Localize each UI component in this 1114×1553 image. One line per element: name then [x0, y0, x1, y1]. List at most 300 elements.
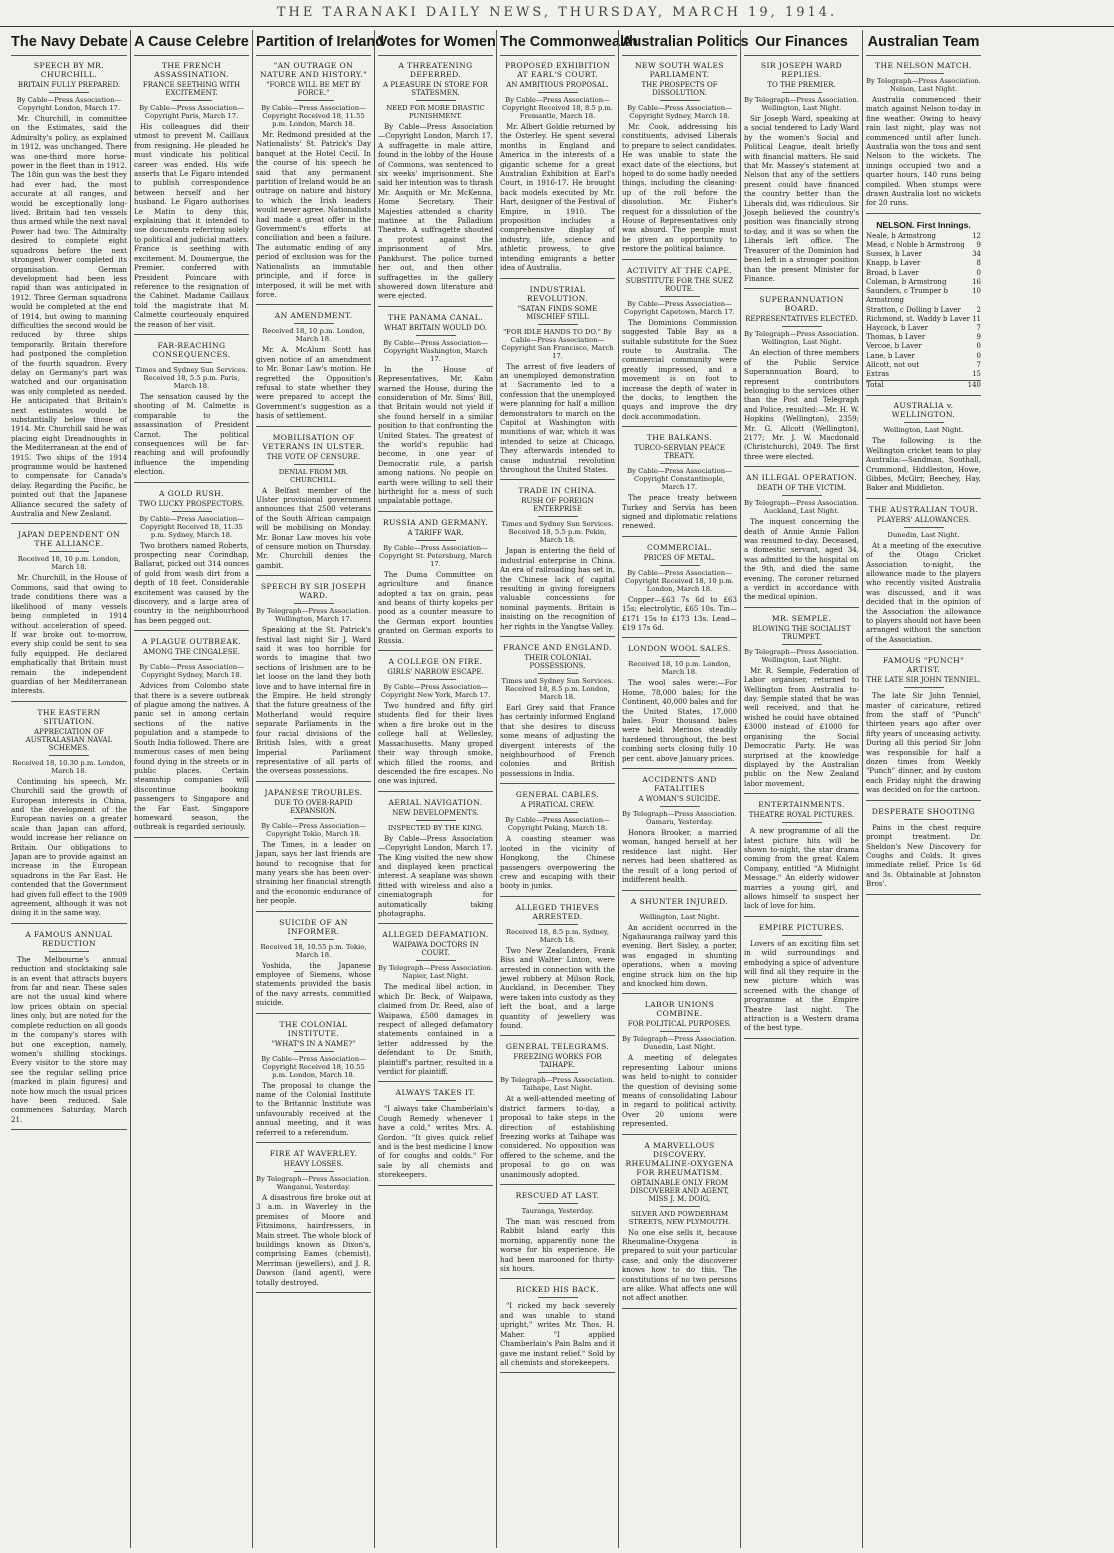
divider — [782, 92, 822, 93]
article — [622, 775, 737, 890]
article — [11, 61, 127, 524]
article-rule — [866, 395, 981, 396]
column-heading: Australian Politics — [622, 30, 737, 56]
article-subtitle: PRICES OF METAL. — [643, 553, 716, 562]
article-rule — [378, 511, 493, 512]
article-title: SPEECH BY MR. CHURCHILL. — [33, 61, 105, 79]
article — [256, 61, 371, 305]
batsman-name: Haycock, b Laver — [866, 323, 928, 332]
article-body: Advices from Colombo state that there is a severe outbreak of plague among the natives. A panic set in among certain sections of the native population and a stampede to South India followed. There are numerous cases of men being found dying in the streets or in public places. Certain steamship companies will discontinue booking passengers to Singapore and the Far East. Singapore homeward season, the outbreak is regarded seriously. — [134, 681, 249, 832]
article-dateline: By Cable—Press Association—Copyright Sydney, March 18. — [627, 104, 732, 120]
column-heading: Partition of Ireland — [256, 30, 371, 56]
article-rule — [11, 523, 127, 524]
divider — [294, 323, 334, 324]
column — [252, 30, 385, 1548]
article-rule — [11, 1129, 127, 1130]
article-subtitle: THE PROSPECTS OF DISSOLUTION. — [641, 81, 718, 97]
article-body: Mr. Redmond presided at the Nationalists' St. Patrick's Day banquet at the Hotel Cecil. In the course of his speech he said that any permanent partition of Ireland would be an outrage on nature and history to which the Irish leaders would never agree. Nationalists had made a great offer in the Government's efforts at conciliation and been a failure. The automatic ending of any period of exclusion was for the Nationalists an immutable principle, and if force is interposed, it will be met with force. — [256, 130, 371, 299]
article-rule — [866, 498, 981, 499]
article-body: A disastrous fire broke out at 3 a.m. in Waverley in the premises of Moore and Fitzsimons, hairdressers, in Main street. The whole block of buildings known as Dixon's, comprising Eames (chemist), Merriman (jewellers), and J. R. Dawson (land agent), were totally destroyed. — [256, 1193, 371, 1287]
article-rule — [622, 1308, 737, 1309]
article — [500, 1191, 615, 1279]
article-body: The peace treaty between Turkey and Servia has been signed and diplomatic relations renewed. — [622, 493, 737, 531]
article-dateline: By Telegraph—Press Association. Taihape, Last Night. — [500, 1076, 615, 1093]
article-title: GENERAL CABLES. — [515, 790, 600, 800]
article-dateline: By Cable—Press Association—Copyright Peking, March 18. — [505, 816, 610, 833]
article — [11, 530, 127, 701]
article-dateline: By Telegraph—Press Association. Wellington, March 17. — [256, 607, 371, 624]
article-rule — [378, 306, 493, 307]
article-subtitle: APPRECIATION OF AUSTRALASIAN NAVAL SCHEMES. — [25, 727, 113, 752]
article-body: Yoshida, the Japanese employee of Siemens, whose statements provided the basis of the navy arrests, committed suicide. — [256, 960, 371, 1008]
article — [622, 266, 737, 427]
batsman-name: Vercoe, b Laver — [866, 342, 922, 351]
article-dateline: Wellington, Last Night. — [639, 912, 720, 921]
divider — [660, 656, 700, 657]
column-heading: Votes for Women — [378, 30, 493, 56]
divider — [904, 819, 944, 820]
article — [378, 1088, 493, 1185]
article-rule — [256, 781, 371, 782]
article-dateline: By Cable—Press Association—Copyright St. Petersburg, March 17. — [378, 543, 493, 568]
article-rule — [622, 637, 737, 638]
article-body: The Times, in a leader on Japan, says her last friends are bound to recognise that for many years she has been over-straining her financial strength and the economic endurance of her people. — [256, 839, 371, 906]
article-body: By Cable—Press Association—Copyright London, March 17. The King visited the new show and displayed keen practical interest. A seaplane was shown fitted with wireless and also a cinematograph for automatically taking photographs. — [378, 833, 493, 918]
article-rule — [744, 288, 859, 289]
article-rule — [256, 911, 371, 912]
article-dateline: By Cable—Press Association—Copyright Paris, March 17. — [139, 104, 244, 120]
article-dateline: By Cable—Press Association—Copyright Received 18, 11.35 p.m. Sydney, March 18. — [139, 514, 244, 539]
article — [378, 313, 493, 512]
batsman-name: Broad, b Laver — [866, 268, 919, 277]
divider — [172, 362, 212, 363]
batsman-runs: 0 — [976, 268, 981, 277]
article-title: THE AUSTRALIAN TOUR. — [868, 504, 979, 514]
divider — [782, 495, 822, 496]
article-dateline: By Cable—Press Association—Copyright Received 18, 8.5 p.m. Fremantle, March 18. — [501, 96, 614, 120]
article-rule — [622, 768, 737, 769]
divider — [660, 100, 700, 101]
article-title: A MARVELLOUS DISCOVERY. RHEUMALINE-OXYGENA FOR RHEUMATISM. — [625, 1140, 734, 1177]
article — [378, 657, 493, 792]
article-rule — [500, 278, 615, 279]
scorecard-row — [866, 232, 981, 241]
article-rule — [500, 1278, 615, 1279]
scorecard-row — [866, 370, 981, 379]
divider — [782, 935, 822, 936]
article-body: At a meeting of the executive of the Otago Cricket Association to-night, the allowance made to the players who recently visited Australia was discussed, and it was decided that in the opinion of the Association the allowance to players should not have been arranged without the sanction of the Association. — [866, 540, 981, 644]
divider — [904, 422, 944, 423]
article — [134, 637, 249, 838]
article-rule — [256, 304, 371, 305]
article-title: A GOLD RUSH. — [159, 488, 224, 498]
article-subtitle: A PIRATICAL CREW. — [520, 801, 595, 810]
article-body: At a well-attended meeting of district farmers to-day, a proposal to take steps in the direction of establishing freezing works at Taihape was considered. No opposition was offered to the scheme, and the proposal to go on was unanimously adopted. — [500, 1094, 615, 1179]
scorecard-row — [866, 333, 981, 342]
article-body: Honora Brooker, a married woman, hanged herself at her residence last night. Her nerves had been shattered as the result of a long period of indifferent health. — [622, 828, 737, 885]
article-dateline: By Cable—Press Association—Copyright New York, March 17. — [380, 683, 491, 700]
article — [744, 923, 859, 1039]
batsman-name: Extras — [866, 369, 889, 378]
divider — [538, 324, 578, 325]
article-body: His colleagues did their utmost to prevent M. Caillaux from resigning. He pleaded he must vindicate his political career was ended. His wife asserts that Le Figaro intended to publish correspondence between herself and her husband. Le Figaro authorises Le Matin to deny this, explaining that it intended to use documents referring solely to political and judicial matters. France is seething with excitement. M. Doumergue, the Premier, conferred with President Poincare with reference to the resignation of the Cabinet. Madame Caillaux told the magistrate that M. Calmette courteously enquired the reason of her visit. — [134, 122, 249, 329]
column — [618, 30, 749, 1548]
article-title: DESPERATE SHOOTING — [871, 806, 976, 816]
batsman-runs: 0 — [976, 342, 981, 351]
article-rule — [378, 923, 493, 924]
article-dateline: Times and Sydney Sun Services. Received 18, 8.5 p.m. London, March 18. — [501, 677, 614, 702]
article-body: The wool sales were:—For Home, 78,000 bales; for the Continent, 40,000 bales and for the United States, 17,000 bales. Four thousand bales were held. Merinos steadily hardened throughout, the best combing sorts closing fully 10 per cent. above January prices. — [622, 678, 737, 763]
divider — [416, 820, 456, 821]
article-rule — [500, 1184, 615, 1185]
batsman-runs: 9 — [976, 241, 981, 250]
article-rule — [378, 1185, 493, 1186]
article-rule — [744, 466, 859, 467]
column-heading: Australian Team — [866, 30, 981, 56]
batsman-runs: 2 — [976, 305, 981, 314]
article-subtitle: DUE TO OVER-RAPID EXPANSION. — [274, 798, 353, 815]
divider — [172, 511, 212, 512]
article-body: The following is the Wellington cricket team to play Australia:—Sandman, Southall, Crummond, Hiddleston, Howe, Gibbes, McGirr, Beechey, Hay, Baker and Middleton. — [866, 436, 981, 493]
newspaper-columns — [8, 30, 1106, 1548]
article-dateline: By Telegraph—Press Association. Napier, Last Night. — [378, 964, 493, 981]
article-body: Mr. Churchill, in committee on the Estimates, said the Admiralty's policy, as explained in 1912, was unchanged. There was one-third more horse-power in the fleet than in 1912. The 18in gun was the best they had ever had, the most accurate at all ranges, and would be exceptionally long-lived. Britain had ten vessels thus armed while the next naval Power had two. The Admiralty desired to complete eight squadrons before the next strongest Power completed its organisation. German development had been less rapid than was anticipated in 1912. Three German squadrons would be completed at the end of 1914, but owing to manning difficulties the second would be reduced by three ships temporarily. Britain therefore had postponed the completion of the fourth squadron. Every delay on Germany's part was watched and our organisation was only completed as needed. He anticipated that Britain's next estimates would be substantially below those of 1914. Mr. Churchill said he was placing eight Dreadnoughts in the Mediterranean at the end of 1915. Two ships of the 1914 programme would be hastened to compensate for Canada's delay. Regarding the Pacific, he pointed out that the Japanese Alliance secured the safety of Australia and New Zealand. — [11, 114, 127, 519]
article-dateline: By Cable—Press Association—Copyright Tokio, March 18. — [261, 821, 366, 838]
article — [744, 61, 859, 289]
article-subtitle: BLOWING THE SOCIALIST TRUMPET. — [752, 624, 851, 641]
article-title: PROPOSED EXHIBITION AT EARL'S COURT. — [504, 61, 611, 79]
article-rule — [256, 426, 371, 427]
divider — [538, 1297, 578, 1298]
article-dateline: By Telegraph—Press Association. Wellington, Last Night. — [744, 330, 859, 347]
article-subtitle: BRITAIN FULLY PREPARED. — [17, 81, 121, 89]
article-body: In the House of Representatives, Mr. Kahn warned the House, during the consideration of Mr. Sims' Bill, that Britain would not yield if she found herself in a similar position to that confronting the United States. The greatest of the world's republic had become, in one year of Democratic rule, a parish among nations. No people on earth were willing to sell their birthright for a mess of such unpalatable pottage. — [378, 364, 493, 506]
batsman-runs: 7 — [976, 360, 981, 369]
article-rule — [500, 479, 615, 480]
article — [744, 473, 859, 608]
article-rule — [256, 1142, 371, 1143]
article-body: The arrest of five leaders of an unemployed demonstration at Sacramento led to a confession that the unemployed were planning for half a million demonstrators to march on the Capitol at Washington with munitions of war, which it was intended to seize at Chicago. They afterwards intended to cause industrial revolution throughout the United States. — [500, 361, 615, 474]
divider — [660, 296, 700, 297]
article — [378, 61, 493, 307]
article-title: ACTIVITY AT THE CAPE. — [626, 265, 733, 275]
article-body: Two brothers named Roberts, prospecting near Corindhap, Ballarat, picked out 314 ounces of gold from wash dirt from a depth of 18 feet. Considerable excitement was caused by the discovery, and a large area of country in the neighbourhood has been pegged out. — [134, 540, 249, 625]
divider — [782, 822, 822, 823]
batsman-runs: 10 — [972, 287, 981, 296]
article — [256, 433, 371, 577]
total-label: Total — [866, 381, 884, 390]
article-subtitle: WAIPAWA DOCTORS IN COURT. — [392, 941, 479, 958]
divider — [294, 1171, 334, 1172]
column — [130, 30, 252, 1548]
article-rule — [500, 1372, 615, 1373]
article-dateline: By Cable—Press Association—Copyright London, March 17. — [16, 96, 122, 112]
total-runs: 140 — [967, 381, 981, 390]
batsman-runs: 9 — [976, 333, 981, 342]
column — [374, 30, 496, 1548]
article — [622, 543, 737, 639]
article — [378, 798, 493, 925]
article-title: THE PANAMA CANAL. — [387, 312, 484, 322]
article-dateline: By Cable—Press Association—Copyright Washington, March 17. — [383, 338, 488, 363]
article — [866, 807, 981, 895]
article-title: EMPIRE PICTURES. — [758, 922, 845, 932]
article-body: Mr. Churchill, in the House of Commons, said that owing to trade conditions there was a likelihood of many vessels being completed in 1914 without acceleration of speed. If war broke out to-morrow, every ship could be sent to sea fully equipped. He declared emphatically that Britain must remain the independent guardian of her Mediterranean interests. — [11, 573, 127, 696]
article-title: A COLLEGE ON FIRE. — [388, 657, 483, 667]
article-subtitle: FREEZING WORKS FOR TAIHAPE. — [513, 1053, 602, 1070]
article-body: Mr. A. McAlum Scott has given notice of an amendment to Mr. Bonar Law's motion. He regretted the Opposition's refusal to state whether they were prepared to accept the Government's suggestion as a basis of settlement. — [256, 345, 371, 421]
article-dateline: Received 18, 10 p.m. London, March 18. — [628, 660, 731, 677]
article-body: Pains in the chest require prompt treatment. Dr. Sheldon's New Discovery for Coughs and Colds. It gives immediate relief. Price 1s 6d and 3s. Obtainable at Johnston Bros'. — [866, 822, 981, 889]
article — [744, 295, 859, 467]
article — [500, 1042, 615, 1185]
article-body: The proposal to change the name of the Colonial Institute to the Britannic Institute was unfavourably received at the annual meeting, and it was referred to a referendum. — [256, 1080, 371, 1137]
batsman-runs: 15 — [972, 369, 981, 378]
article — [256, 311, 371, 426]
article-subtitle: REPRESENTATIVES ELECTED. — [745, 315, 858, 324]
article-body: An election of three members of the Public Service Superannuation Board, to represent contributors belonging to the services other than the Post and Telegraph and Police, resulted:—Mr. H. W. Hopkins (Wellington), 2359; Mr. G. Allcott (Wellington), 2177; Mr. J. W. Macdonald (Christchurch), 2049. The first three were elected. — [744, 348, 859, 461]
article-title: THE EASTERN SITUATION. — [37, 707, 101, 726]
article-title: "AN OUTRAGE ON NATURE AND HISTORY." — [259, 61, 368, 79]
article-dateline: By Cable—Press Association—Copyright Constantinople, March 17. — [627, 467, 732, 492]
article-body: Copper—£63 7s 6d to £63 15s; electrolytic, £65 10s. Tin—£171 15s to £173 13s. Lead—£19 17s 6d. — [622, 594, 737, 632]
column — [862, 30, 984, 1548]
article-rule — [744, 916, 859, 917]
divider — [660, 1031, 700, 1032]
article-title: THE BALKANS. — [646, 433, 713, 443]
article-subtitle: THEATRE ROYAL PICTURES. — [748, 811, 855, 820]
article-rule — [744, 607, 859, 608]
article — [378, 518, 493, 651]
article-subtitle: OBTAINABLE ONLY FROM DISCOVERER AND AGENT, MISS J. M. DOIG, — [630, 1178, 729, 1203]
article-body: A Belfast member of the Ulster provisional government announces that 2500 veterans of the South African campaign will be mobilising on Monday. Mr. Bonar Law moves his vote of censure motion on Thursday. Mr. Churchill denies the gambit. — [256, 485, 371, 570]
divider — [660, 1206, 700, 1207]
article-rule — [256, 575, 371, 576]
batsman-runs: 34 — [972, 250, 981, 259]
scorecard-row — [866, 250, 981, 259]
divider — [904, 73, 944, 74]
batsman-name: Knapp, b Laver — [866, 259, 921, 268]
column-heading: A Cause Celebre — [134, 30, 249, 56]
scorecard-row — [866, 342, 981, 351]
batsman-name: Coleman, b Armstrong — [866, 277, 947, 286]
article-rule — [866, 649, 981, 650]
article-title: RICKED HIS BACK. — [516, 1285, 599, 1295]
article-title: FIRE AT WAVERLEY. — [269, 1149, 358, 1159]
article-body: The Dominions Commission suggested Table Bay as a suitable substitute for the Suez route to Australia. The commercial community were greatly impressed, and a movement is on foot to increase the depth of water in the docks, to lengthen the quays and improve the dry dock accommodation. — [622, 317, 737, 421]
divider — [294, 939, 334, 940]
batsman-runs: 0 — [976, 351, 981, 360]
batsman-name: Stratton, c Dolling b Laver — [866, 305, 961, 314]
article — [378, 930, 493, 1082]
column-heading: The Navy Debate — [11, 30, 127, 56]
article — [622, 1141, 737, 1309]
divider — [416, 540, 456, 541]
article-body: Lovers of an exciting film set in wild surroundings and embodying a spice of adventure will find all they require in the new picture which was screened with the change of programme at the Empire Theatre last night. The attraction is a Western drama of the best type. — [744, 938, 859, 1033]
article-subtitle: DEATH OF THE VICTIM. — [756, 484, 847, 493]
article-dateline: By Cable—Press Association—Copyright Received 18, 11.55 p.m. London, March 18. — [261, 104, 366, 128]
article-body: The late Sir John Tenniel, master of caricature, retired from the staff of "Punch" thirteen years ago after over fifty years of unceasing activity. During all this period Sir John was responsible for half a dozen times from Weekly "Punch" dinner, and by custom each Friday night the drawing was decided on for the cartoon. — [866, 691, 981, 795]
article — [134, 489, 249, 632]
batsman-name: Lane, b Laver — [866, 351, 915, 360]
article-title: SUPERANNUATION BOARD. — [759, 295, 844, 314]
divider — [294, 1051, 334, 1052]
article — [622, 433, 737, 537]
divider — [416, 960, 456, 961]
article-dateline: Times and Sydney Sun Services. Received 18, 5.5 p.m. Paris, March 18. — [135, 365, 248, 390]
article-subtitle: NEW DEVELOPMENTS. — [392, 808, 479, 817]
divider — [538, 812, 578, 813]
divider — [416, 100, 456, 101]
article-body: Two hundred and fifty girl students fled for their lives when a fire broke out in the college hall at Wellesley, Massachusetts. Many groped their way through smoke, which filled the rooms, and descended the fire escapes. No one was injured. — [378, 701, 493, 786]
divider — [904, 687, 944, 688]
article-title: JAPAN DEPENDENT ON THE ALLIANCE. — [17, 530, 121, 549]
article-rule — [622, 536, 737, 537]
article-rule — [134, 837, 249, 838]
article — [866, 656, 981, 800]
divider — [538, 92, 578, 93]
article-rule — [134, 334, 249, 335]
article — [622, 1000, 737, 1134]
article-body: The Duma Committee on agriculture and finance adopted a tax on grain, peas and beans of thirty kopeks per pood as a counter measure to the German export bounties granted on German exports to Russia. — [378, 569, 493, 645]
batsman-runs: 12 — [972, 231, 981, 240]
scorecard-row — [866, 315, 981, 324]
article — [866, 61, 981, 214]
article-body: The sensation caused by the shooting of M. Calmette is comparable to the assassination of President Carnot. The political consequences will be far-reaching and will profoundly influence the impending election. — [134, 391, 249, 477]
article-dateline: Received 18, 10 p.m. London, March 18. — [17, 555, 121, 572]
article-title: A THREATENING DEFERRED. — [398, 61, 473, 79]
scorecard-row — [866, 361, 981, 370]
article-body: The man was rescued from Rabbit Island early this morning, apparently none the worse for his experience. He had been marooned for thirty-six hours. — [500, 1217, 615, 1274]
article-subtitle: TWO LUCKY PROSPECTORS. — [138, 499, 245, 508]
article-rule — [378, 791, 493, 792]
column — [496, 30, 638, 1548]
article — [500, 903, 615, 1037]
scorecard-row — [866, 287, 981, 305]
article-body: A coasting steamer was looted in the vicinity of Hongkong, the Chinese passengers overpowering the crew and escaping with their booty in junks. — [500, 834, 615, 891]
article — [500, 790, 615, 896]
article-title: COMMERCIAL. — [647, 542, 712, 552]
scorecard-row — [866, 324, 981, 333]
article-dateline: Tauranga, Yesterday. — [521, 1207, 594, 1216]
article-dateline: By Cable—Press Association—Copyright Capetown, March 17. — [624, 299, 735, 316]
article-title: FAMOUS "PUNCH" ARTIST. — [882, 656, 965, 675]
article-subtitle: "WHAT'S IN A NAME?" — [271, 1039, 356, 1048]
article-subtitle: SUBSTITUTE FOR THE SUEZ ROUTE. — [625, 276, 734, 293]
article-dateline: Dunedin, Last Night. — [887, 530, 960, 539]
article — [744, 800, 859, 917]
article-dateline: By Telegraph—Press Association. Wellington, Last Night. — [744, 96, 859, 112]
batsman-name: Allcott, not out — [866, 360, 920, 369]
article-rule — [622, 259, 737, 260]
article-title: THE NELSON MATCH. — [875, 61, 972, 70]
article-body: No one else sells it, because Rheumaline-Oxygena is prepared to suit your particular case, and only the discoverer knows how to do this. The constitutions of no two persons are alike. What affects one will not affect another. — [622, 1227, 737, 1303]
article — [500, 61, 615, 279]
divider — [904, 527, 944, 528]
article-title: A PLAGUE OUTBREAK. — [141, 637, 242, 647]
article-rule — [500, 636, 615, 637]
article-dateline: By Telegraph—Press Association. Dunedin, Last Night. — [622, 1035, 737, 1052]
article-title: INDUSTRIAL REVOLUTION. — [526, 284, 589, 303]
article — [500, 486, 615, 637]
batsman-runs: 8 — [976, 259, 981, 268]
article-dateline: By Cable—Press Association—Copyright Received 18, 10 p.m. London, March 18. — [625, 568, 734, 593]
article-rule — [378, 650, 493, 651]
article — [134, 341, 249, 483]
article-body: The medical libel action, in which Dr. Beck, of Waipawa, claimed from Dr. Reed, also of Waipawa, £500 damages in respect of alleged defamatory statements contained in a letter addressed by the defendant to Dr. Smith, plaintiff's partner, resulted in a verdict for plaintiff. — [378, 982, 493, 1077]
scorecard-row — [866, 352, 981, 361]
article-title: AN AMENDMENT. — [274, 311, 353, 321]
column-heading: The Commonwealth — [500, 30, 615, 56]
article-subtitle: AMONG THE CINGALESE. — [143, 648, 240, 657]
article-rule — [256, 1013, 371, 1014]
divider — [416, 679, 456, 680]
article-dateline: Wellington, Last Night. — [883, 426, 964, 435]
article-subtitle: A PLEASURE IN STORE FOR STATESMEN. — [383, 81, 488, 97]
batsman-runs: 11 — [972, 314, 981, 323]
article-dateline: By Telegraph—Press Association. Wanganui, Yesterday. — [256, 1175, 371, 1192]
article — [11, 930, 127, 1130]
article-dateline: INSPECTED BY THE KING. — [387, 823, 484, 832]
scorecard-row — [866, 241, 981, 250]
batsman-runs: 16 — [972, 277, 981, 286]
article-body: Australia commenced their match against Nelson to-day in fine weather. Owing to heavy rain last night, play was not commenced until after lunch. Australia won the toss and sent Nelson to the wickets. The innings occupied two and a quarter hours, 140 runs being compiled. When stumps were drawn Australia lost no wickets for 20 runs. — [866, 95, 981, 208]
article-title: FRANCE AND ENGLAND. — [503, 643, 612, 653]
article-title: AERIAL NAVIGATION. — [388, 797, 483, 807]
article-title: MR. SEMPLE. — [771, 613, 832, 623]
article-title: FAR-REACHING CONSEQUENCES. — [152, 340, 231, 359]
article-title: A SHUNTER INJURED. — [630, 896, 729, 906]
article-dateline: Received 18, 8.5 p.m. Sydney, March 18. — [505, 927, 610, 944]
article-subtitle: PLAYERS' ALLOWANCES. — [876, 515, 971, 524]
article-dateline: Received 18, 10.30 p.m. London, March 18. — [12, 758, 126, 775]
article-rule — [11, 701, 127, 702]
article-subtitle: "FORCE WILL BE MET BY FORCE." — [266, 81, 361, 97]
article-title: AUSTRALIA v. WELLINGTON. — [891, 401, 956, 420]
divider — [49, 951, 89, 952]
article-title: LABOR UNIONS COMBINE. — [644, 1000, 715, 1019]
article-body: Earl Grey said that France has certainly informed England that she desires to discuss some means of adjusting the divergent interests of the neighbourhood of French colonies and British possessions in India. — [500, 703, 615, 778]
article-title: SPEECH BY SIR JOSEPH WARD. — [260, 582, 367, 601]
article-subtitle: A WOMAN'S SUICIDE. — [638, 795, 721, 804]
article-rule — [866, 800, 981, 801]
article-body: Mr. Cook, addressing his constituents, advised Liberals to prepare to select candidates. He was unable to state the exact date of the elections, but hoped to do some badly needed things, including the cleaning-up of the roll before the dissolution. Mr. Fisher's request for a dissolution of the House of Representatives only was absurd. The people must be given an opportunity to restore the political balance. — [622, 122, 737, 254]
scorecard-row — [866, 306, 981, 315]
column-heading: Our Finances — [744, 30, 859, 56]
article-title: JAPANESE TROUBLES. — [264, 787, 363, 797]
divider — [416, 1100, 456, 1101]
batsman-name: Richmond, st. Waddy b Laver — [866, 314, 970, 323]
article — [866, 505, 981, 650]
article — [134, 61, 249, 335]
scorecard-row — [866, 269, 981, 278]
column — [8, 30, 130, 1548]
article-title: RUSSIA AND GERMANY. — [382, 517, 489, 527]
article-body: Mr. Albert Goldie returned by the Osterley. He spent several months in England and America in the interests of a gigantic scheme for a great Australian Exhibition at Earl's Court, in 1916-17. He brought back models executed by Mr. Hart, designer of the Festival of Empire, in 1910. The proposition includes a comprehensive display of industry, life, science and athletic prowess, to give intending emigrants a better idea of Australia. — [500, 122, 615, 273]
scorecard-total — [866, 380, 981, 390]
article-rule — [622, 993, 737, 994]
divider — [782, 326, 822, 327]
article-body: Two New Zealanders, Frank Biss and Walter Linton, were arrested in connection with the jewel robbery at Milson Rock, Auckland, in December. They were taken into custody as they left the boat, and a large quantity of jewellery was found. — [500, 945, 615, 1030]
masthead: THE TARANAKI DAILY NEWS, THURSDAY, MARCH 19, 1914. — [0, 0, 1114, 27]
divider — [416, 335, 456, 336]
article-rule — [378, 1081, 493, 1082]
divider — [782, 644, 822, 645]
article-dateline: "FOR IDLE HANDS TO DO." By Cable—Press Association—Copyright San Francisco, March 17. — [501, 327, 614, 360]
batsman-runs: 7 — [976, 323, 981, 332]
article-subtitle: FOR POLITICAL PURPOSES. — [627, 1020, 732, 1029]
divider — [538, 924, 578, 925]
